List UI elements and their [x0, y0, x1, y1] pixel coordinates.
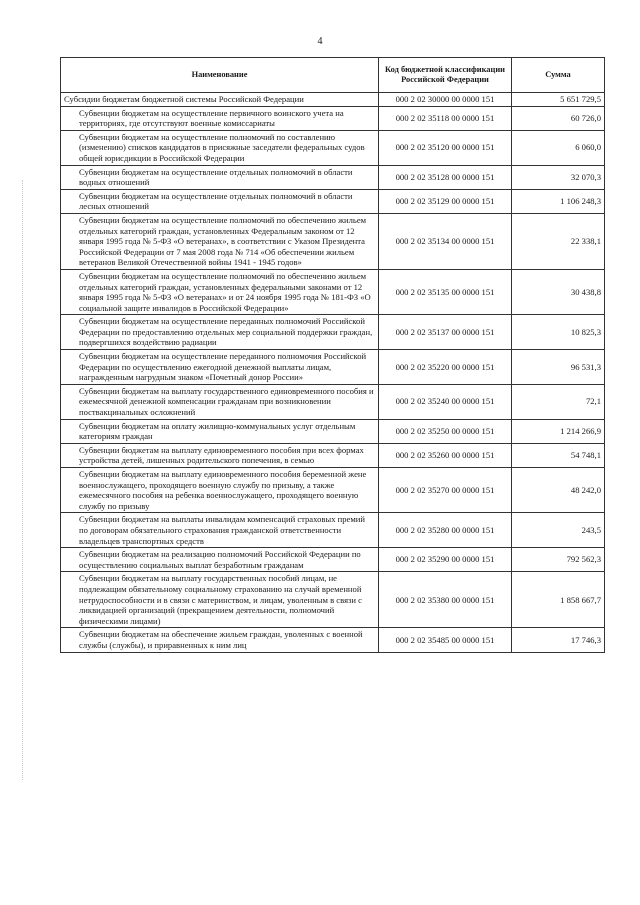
header-name: Наименование [61, 58, 379, 93]
row-sum: 30 438,8 [512, 269, 605, 314]
row-code: 000 2 02 35128 00 0000 151 [379, 165, 512, 189]
row-code: 000 2 02 35290 00 0000 151 [379, 548, 512, 572]
table-row [61, 572, 605, 628]
table-row [61, 384, 605, 419]
table-row [61, 350, 605, 385]
row-code: 000 2 02 35270 00 0000 151 [379, 468, 512, 513]
row-sum: 5 651 729,5 [512, 93, 605, 107]
row-code: 000 2 02 35120 00 0000 151 [379, 130, 512, 165]
row-code: 000 2 02 35380 00 0000 151 [379, 572, 512, 628]
table-row [61, 548, 605, 572]
row-code: 000 2 02 35137 00 0000 151 [379, 315, 512, 350]
row-name: Субвенции бюджетам на осуществление переданных полномочий Российской Федерации по предоставлению отдельных мер социальной поддержки граждан, подвергшихся воздействию радиации [61, 315, 379, 350]
table-row [61, 468, 605, 513]
row-name: Субвенции бюджетам на осуществление первичного воинского учета на территориях, где отсутствуют военные комиссариаты [61, 106, 379, 130]
header-sum: Сумма [512, 58, 605, 93]
row-sum: 60 726,0 [512, 106, 605, 130]
table-row [61, 315, 605, 350]
row-name: Субвенции бюджетам на осуществление полномочий по обеспечению жильем отдельных категорий граждан, установленных федеральными законами от 12 января 1995 года № 5-ФЗ «О ветеранах» и от 24 ноября 1995 года № 181-ФЗ «О социальной защите инвалидов в Российской Федерации» [61, 269, 379, 314]
row-name: Субвенции бюджетам на реализацию полномочий Российской Федерации по осуществлению социальных выплат безработным гражданам [61, 548, 379, 572]
table-row [61, 269, 605, 314]
row-name: Субвенции бюджетам на выплату государственного единовременного пособия и ежемесячной денежной компенсации гражданам при возникновении поствакцинальных осложнений [61, 384, 379, 419]
table-row [61, 189, 605, 213]
row-sum: 1 106 248,3 [512, 189, 605, 213]
row-name: Субвенции бюджетам на выплату государственных пособий лицам, не подлежащим обязательному социальному страхованию на случай временной нетрудоспособности и в связи с материнством, и лицам, уволенным в связи с ликвидацией организаций (прекращением деятельности, полномочий физическими лицами) [61, 572, 379, 628]
row-name: Субвенции бюджетам на осуществление отдельных полномочий в области лесных отношений [61, 189, 379, 213]
budget-table [60, 57, 605, 653]
table-row [61, 213, 605, 269]
row-name: Субвенции бюджетам на осуществление переданного полномочия Российской Федерации по осуществлению ежегодной денежной выплаты лицам, награжденным нагрудным знаком «Почетный донор России» [61, 350, 379, 385]
row-code: 000 2 02 35118 00 0000 151 [379, 106, 512, 130]
row-sum: 22 338,1 [512, 213, 605, 269]
scan-artifact [22, 180, 24, 780]
table-row [61, 443, 605, 467]
table-row [61, 513, 605, 548]
row-name: Субвенции бюджетам на обеспечение жильем граждан, уволенных с военной службы (службы), и приравненных к ним лиц [61, 628, 379, 652]
table-header-row [61, 58, 605, 93]
row-name: Субвенции бюджетам на осуществление полномочий по составлению (изменению) списков кандидатов в присяжные заседатели федеральных судов общей юрисдикции в Российской Федерации [61, 130, 379, 165]
row-code: 000 2 02 35240 00 0000 151 [379, 384, 512, 419]
row-code: 000 2 02 35250 00 0000 151 [379, 419, 512, 443]
table-row [61, 419, 605, 443]
row-sum: 6 060,0 [512, 130, 605, 165]
table-row [61, 93, 605, 107]
row-name: Субвенции бюджетам на выплату единовременного пособия беременной жене военнослужащего, проходящего военную службу по призыву, а также ежемесячного пособия на ребенка военнослужащего, проходящего военную службу по призыву [61, 468, 379, 513]
row-code: 000 2 02 35220 00 0000 151 [379, 350, 512, 385]
row-sum: 1 214 266,9 [512, 419, 605, 443]
row-code: 000 2 02 30000 00 0000 151 [379, 93, 512, 107]
row-code: 000 2 02 35280 00 0000 151 [379, 513, 512, 548]
row-code: 000 2 02 35129 00 0000 151 [379, 189, 512, 213]
row-code: 000 2 02 35135 00 0000 151 [379, 269, 512, 314]
row-name: Субвенции бюджетам на выплату единовременного пособия при всех формах устройства детей, лишенных родительского попечения, в семью [61, 443, 379, 467]
row-sum: 10 825,3 [512, 315, 605, 350]
row-sum: 48 242,0 [512, 468, 605, 513]
row-sum: 17 746,3 [512, 628, 605, 652]
table-row [61, 628, 605, 652]
row-sum: 96 531,3 [512, 350, 605, 385]
row-code: 000 2 02 35260 00 0000 151 [379, 443, 512, 467]
row-code: 000 2 02 35134 00 0000 151 [379, 213, 512, 269]
row-name: Субвенции бюджетам на осуществление полномочий по обеспечению жильем отдельных категорий граждан, установленных Федеральным законом от 12 января 1995 года № 5-ФЗ «О ветеранах», в соответствии с Указом Президента Российской Федерации от 7 мая 2008 года № 714 «Об обеспечении жильем ветеранов Великой Отечественной войны 1941 - 1945 годов» [61, 213, 379, 269]
table-row [61, 130, 605, 165]
row-sum: 72,1 [512, 384, 605, 419]
row-sum: 243,5 [512, 513, 605, 548]
row-sum: 54 748,1 [512, 443, 605, 467]
row-sum: 1 858 667,7 [512, 572, 605, 628]
row-sum: 32 070,3 [512, 165, 605, 189]
row-code: 000 2 02 35485 00 0000 151 [379, 628, 512, 652]
row-sum: 792 562,3 [512, 548, 605, 572]
row-name: Субсидии бюджетам бюджетной системы Российской Федерации [61, 93, 379, 107]
row-name: Субвенции бюджетам на оплату жилищно-коммунальных услуг отдельным категориям граждан [61, 419, 379, 443]
table-row [61, 106, 605, 130]
table-body [61, 93, 605, 653]
row-name: Субвенции бюджетам на осуществление отдельных полномочий в области водных отношений [61, 165, 379, 189]
table-row [61, 165, 605, 189]
page-number: 4 [317, 36, 323, 47]
row-name: Субвенции бюджетам на выплаты инвалидам компенсаций страховых премий по договорам обязательного страхования гражданской ответственности владельцев транспортных средств [61, 513, 379, 548]
header-code: Код бюджетной классификации Российской Федерации [379, 58, 512, 93]
